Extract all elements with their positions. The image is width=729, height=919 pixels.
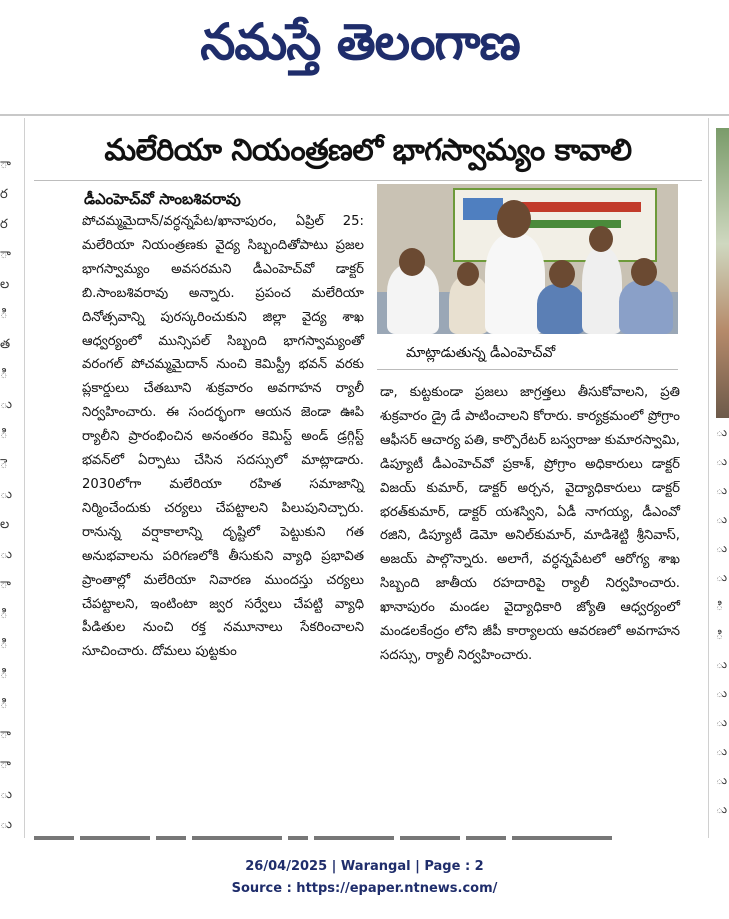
- article-byline: డీఎంహెచ్‌వో సాంబశివరావు: [84, 190, 241, 208]
- column-divider-right: [708, 118, 709, 838]
- headline-rule: [34, 180, 702, 181]
- photo-person: [619, 280, 673, 334]
- left-neighbor-column-clip: ా ర ర ా ల ి త ి ు ి ె ు ల ు ా ి ి ి ి ా ా ు ు: [0, 157, 13, 832]
- column-divider-left: [24, 118, 25, 838]
- masthead-rule: [0, 114, 729, 116]
- article-headline: మలేరియా నియంత్రణలో భాగస్వామ్యం కావాలి: [104, 133, 632, 168]
- photo-caption: మాట్లాడుతున్న డీఎంహెచ్‌వో: [406, 345, 556, 361]
- article-paragraph: పోచమ్మమైదాన్‌/వర్ధన్నపేట/ఖానాపురం, ఏప్రిల్‌ 25: మలేరియా నియంత్రణకు వైద్య సిబ్బందితోపాటు ప్రజల భాగస్వామ్యం అవసరమని డీఎంహెచ్‌వో డాక్టర్‌ బి.సాంబశివరావు అన్నారు. ప్రపంచ మలేరియా దినోత్సవాన్ని పురస్కరించుకుని జిల్లా వైద్య శాఖ ఆధ్వర్యంలో మున్సిపల్‌ సిబ్బంది భాగస్వామ్యంతో వరంగల్‌ పోచమ్మమైదాన్‌ నుంచి కెమిస్ట్రీ భవన్‌ వరకు ప్లకార్డులు చేతబూని శుక్రవారం అవగాహన ర్యాలీ నిర్వహించారు. ఈ సందర్భంగా ఆయన జెండా ఊపి ర్యాలీని ప్రారంభించిన అనంతరం కెమిస్ట్‌ అండ్‌ డ్రగ్గిస్ట్‌ భవన్‌లో ఏర్పాటు చేసిన సదస్సులో మాట్లాడారు. 2030లోగా మలేరియా రహిత సమాజాన్ని నిర్మించేందుకు చర్యలు చేపట్టాలని పిలుపునిచ్చారు. రానున్న వర్షాకాలాన్ని దృష్టిలో పెట్టుకుని గత అనుభవాలను పరిగణలోకి తీసుకుని వ్యాధి ప్రభావిత ప్రాంతాల్లో మలేరియా నివారణ ముందస్తు చర్యలు చేపట్టాలని, ఇంటింటా జ్వర సర్వేలు చేపట్టి వ్యాధి పీడితుల నుంచి రక్త నమూనాలు సేకరించాలని సూచించారు. దోమలు పుట్టకుం: [82, 214, 364, 660]
- article-body-right-column: [380, 381, 680, 668]
- photo-person: [582, 248, 622, 334]
- photo-person: [537, 284, 585, 334]
- newspaper-logo: నమస్తే తెలంగాణ: [200, 13, 520, 71]
- caption-rule: [377, 369, 678, 370]
- masthead: [0, 0, 729, 118]
- article-photo: [377, 184, 678, 334]
- footer-source-link[interactable]: Source : https://epaper.ntnews.com/: [231, 881, 498, 896]
- footer-dateline: 26/04/2025 | Warangal | Page : 2: [245, 859, 484, 874]
- event-banner: [453, 188, 657, 262]
- right-neighbor-column-clip: ు ు ు ు ు ు ి ి ు ు ు ు ు ు: [716, 128, 729, 848]
- article-paragraph: డా, కుట్టకుండా ప్రజలు జాగ్రత్తలు తీసుకోవాలని, ప్రతి శుక్రవారం డ్రై డే పాటించాలని కోరారు. కార్యక్రమంలో ప్రోగ్రాం ఆఫీసర్‌ ఆచార్య పతి, కార్పొరేటర్‌ బస్వరాజు కుమారస్వామి, డిప్యూటీ డీఎంహెచ్‌వో ప్రకాశ్‌, ప్రోగ్రాం అధికారులు డాక్టర్‌ విజయ్‌ కుమార్‌, డాక్టర్‌ అర్చన, వైద్యాధికారులు డాక్టర్‌ భరత్‌కుమార్‌, డాక్టర్‌ యశస్విని, ఏడీ నాగయ్య, డీఎంవో రజిని, డిప్యూటీ డెమో అనిల్‌కుమార్‌, మాడిశెట్టి శ్రీనివాస్‌, అజయ్‌ పాల్గొన్నారు. అలాగే, వర్ధన్నపేటలో ఆరోగ్య శాఖ సిబ్బంది జాతీయ రహదారిపై ర్యాలీ నిర్వహించారు. ఖానాపురం మండల వైద్యాధికారి జ్యోతి ఆధ్వర్యంలో మండలకేంద్రం లోని జీపీ కార్యాలయ ఆవరణలో అవగాహన సదస్సు, ర్యాలీ నిర్వహించారు.: [380, 385, 680, 663]
- neighbor-photo-fragment: [716, 128, 729, 418]
- next-story-clipped-heading: [34, 836, 714, 842]
- article-body-left-column: [82, 210, 364, 664]
- photo-speaker: [485, 234, 545, 334]
